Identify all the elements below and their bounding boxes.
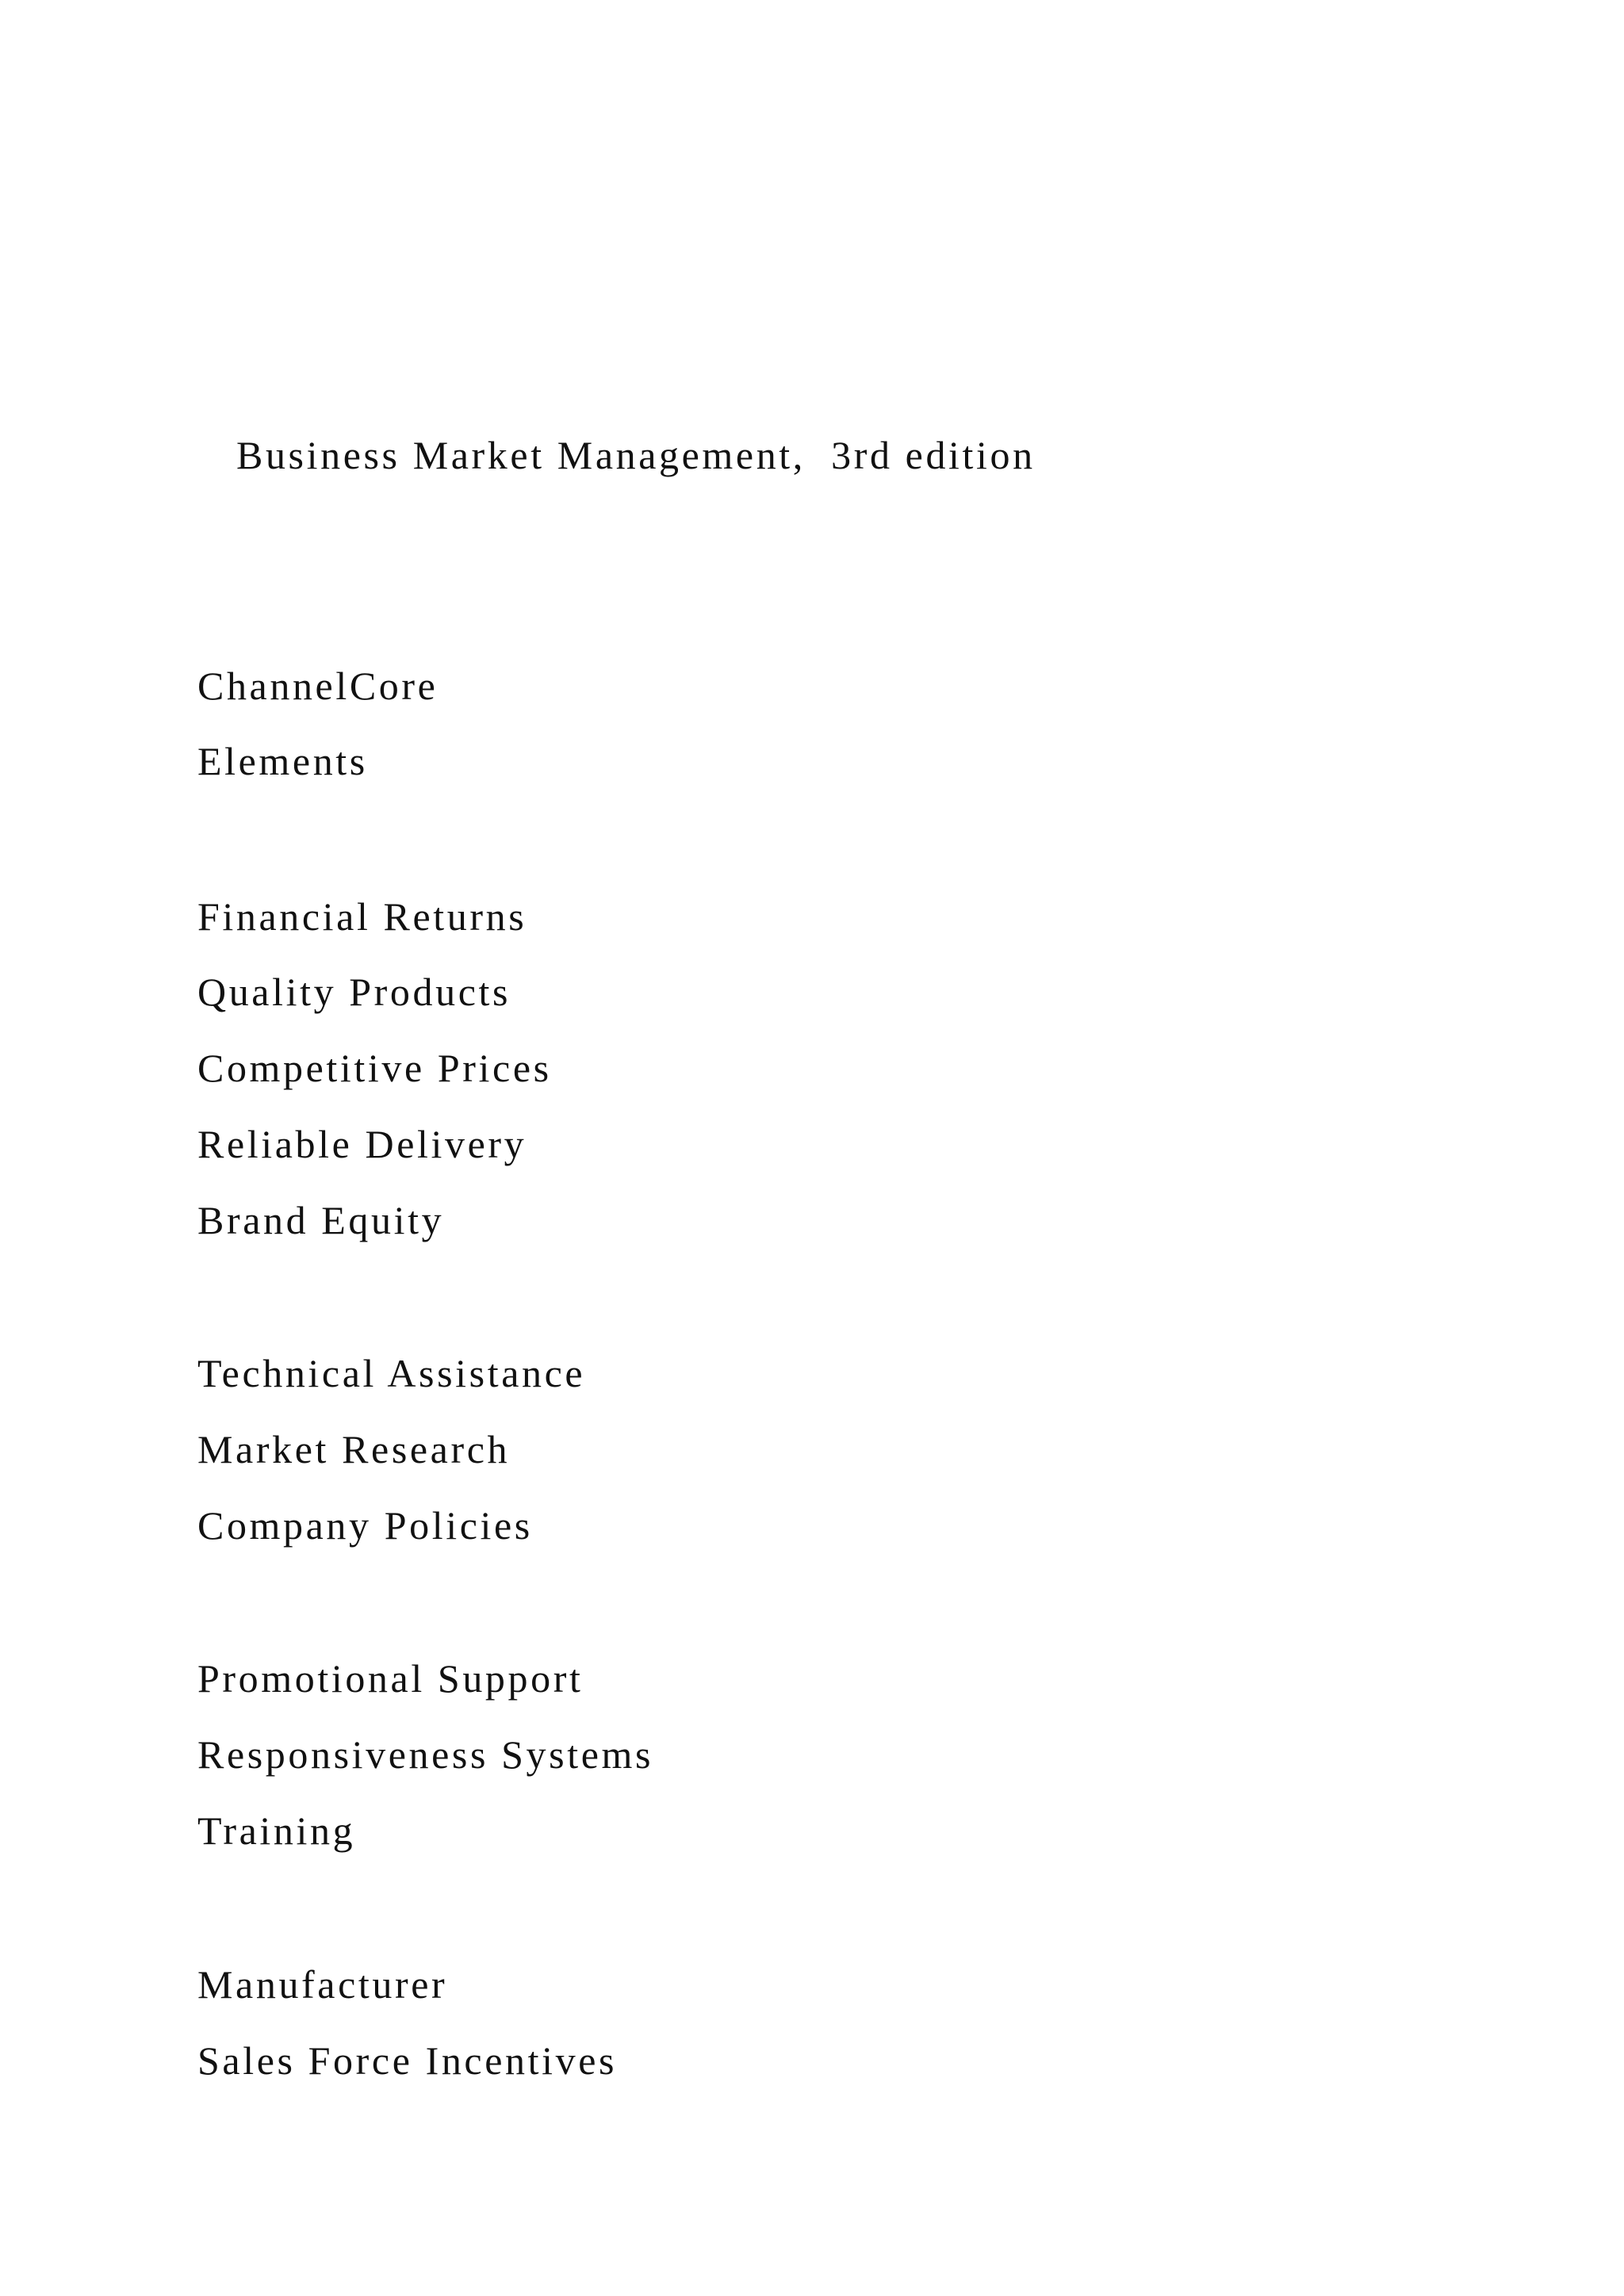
text-line-elements: Elements bbox=[197, 739, 368, 783]
text-line-sales-force-incentives: Sales Force Incentives bbox=[197, 2038, 618, 2083]
text-line-competitive-prices: Competitive Prices bbox=[197, 1046, 552, 1090]
text-line-market-research: Market Research bbox=[197, 1427, 511, 1471]
text-line-brand-equity: Brand Equity bbox=[197, 1198, 445, 1242]
text-line-quality-products: Quality Products bbox=[197, 970, 511, 1014]
text-line-training: Training bbox=[197, 1808, 356, 1853]
text-line-reliable-delivery: Reliable Delivery bbox=[197, 1122, 527, 1166]
text-line-manufacturer: Manufacturer bbox=[197, 1962, 448, 2007]
text-line-promotional-support: Promotional Support bbox=[197, 1656, 584, 1701]
text-line-financial-returns: Financial Returns bbox=[197, 894, 527, 939]
text-line-company-policies: Company Policies bbox=[197, 1503, 533, 1548]
document-title: Business Market Management, 3rd edition bbox=[236, 433, 1036, 477]
text-line-technical-assistance: Technical Assistance bbox=[197, 1351, 586, 1395]
text-line-channelcore: ChannelCore bbox=[197, 664, 439, 708]
text-line-responsiveness-systems: Responsiveness Systems bbox=[197, 1732, 654, 1777]
